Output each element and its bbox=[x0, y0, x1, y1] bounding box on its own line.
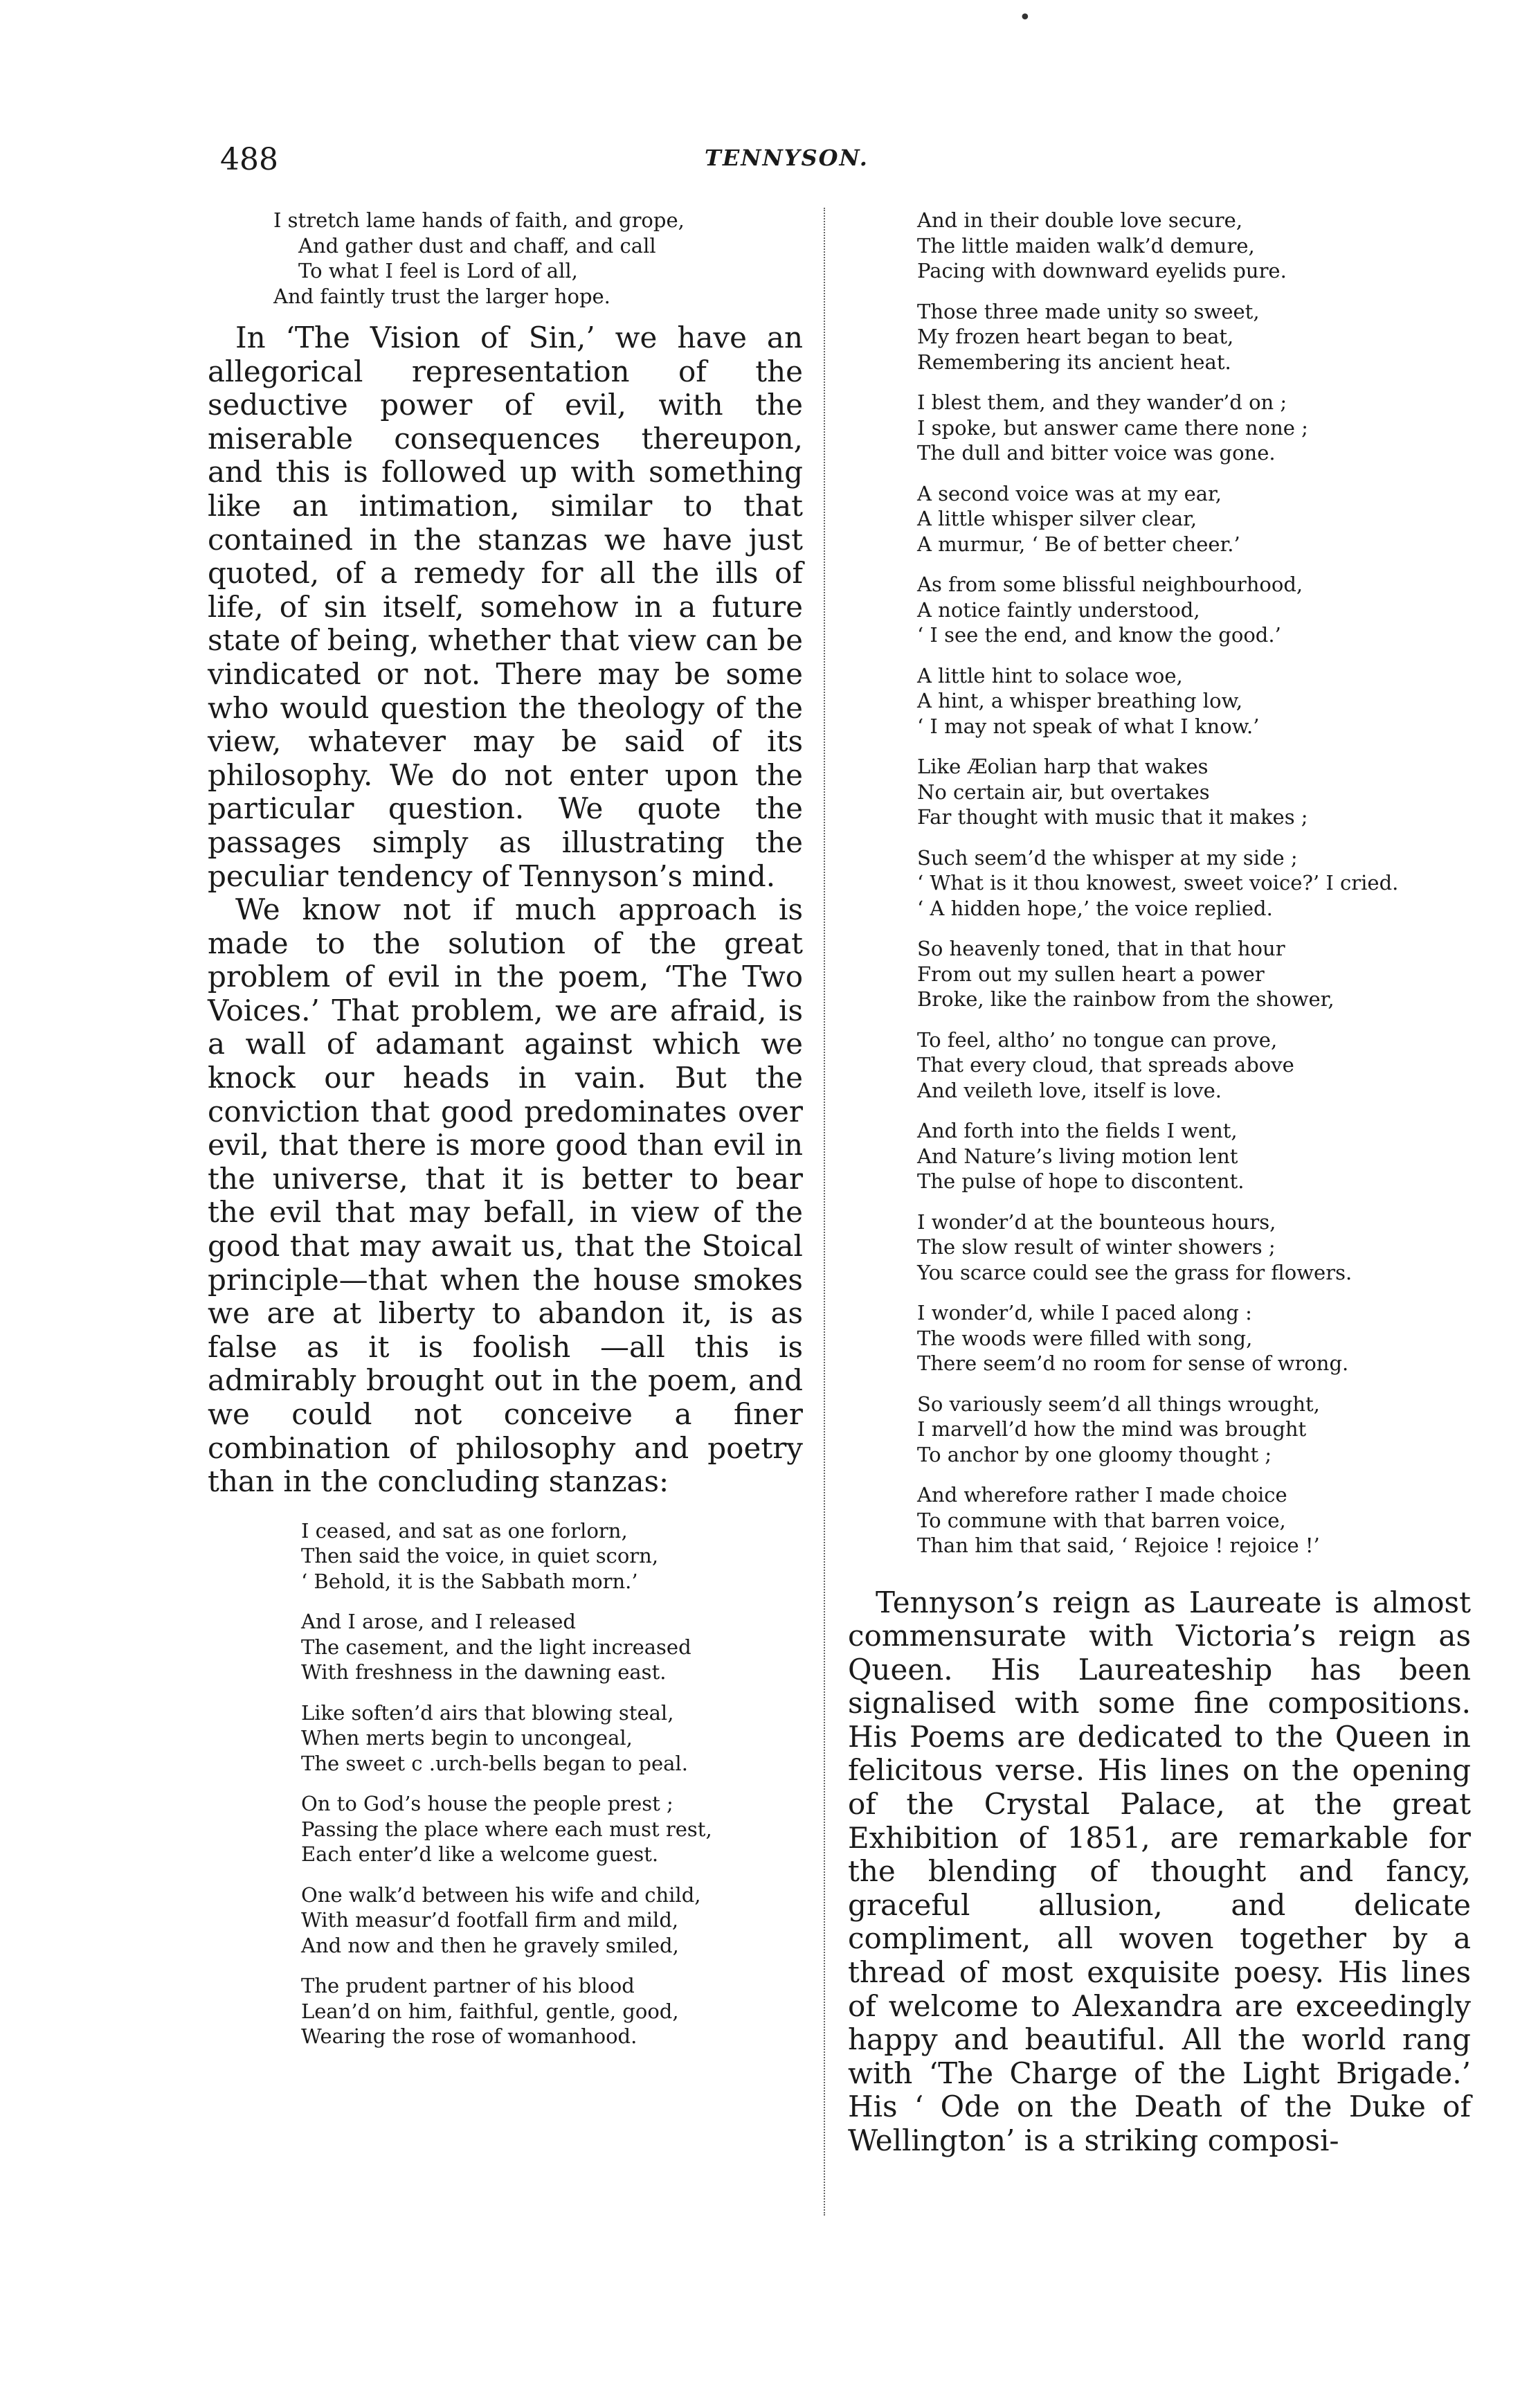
stanza bbox=[301, 1973, 803, 2049]
stanza bbox=[917, 299, 1471, 375]
verse-line: Wearing the rose of womanhood. bbox=[301, 2024, 637, 2049]
verse-line: The woods were filled with song, bbox=[917, 1326, 1253, 1350]
opening-stanza bbox=[208, 208, 803, 309]
verse-line: ‘ I may not speak of what I know.’ bbox=[917, 714, 1260, 738]
verse-line: To anchor by one gloomy thought ; bbox=[917, 1442, 1272, 1466]
verse-line: No certain air, but overtakes bbox=[917, 780, 1210, 804]
verse-line: And Nature’s living motion lent bbox=[917, 1144, 1238, 1168]
verse-line: And I arose, and I released bbox=[301, 1610, 576, 1634]
verse-line: Like Æolian harp that wakes bbox=[917, 755, 1209, 778]
paragraph-laureate: Tennyson’s reign as Laureate is almost commensurate with Victoria’s reign as Queen. His Laureateship has been signalised with some fine compositions. His Poems are dedicated to the Queen in felicitous verse. His lines on the opening of the Crystal Palace, at the great Exhibition of 1851, are remarkable for the blending of thought and fancy, graceful allusion, and delicate compliment, all woven together by a thread of most exquisite poesy. His lines of welcome to Alexandra are exceedingly happy and beautiful. All the world rang with ‘The Charge of the Light Brigade.’ His ‘ Ode on the Death of the Duke of Wellington’ is a striking composi- bbox=[848, 1585, 1471, 2157]
verse-line: A little whisper silver clear, bbox=[917, 507, 1197, 530]
verse-line: The dull and bitter voice was gone. bbox=[917, 441, 1276, 465]
page-number: 488 bbox=[220, 142, 278, 177]
verse-line: The slow result of winter showers ; bbox=[917, 1235, 1276, 1259]
running-title: TENNYSON. bbox=[705, 145, 869, 171]
ink-speck: • bbox=[1019, 6, 1031, 30]
verse-line: When merts begin to uncongeal, bbox=[301, 1726, 633, 1750]
verse-line: With measur’d footfall firm and mild, bbox=[301, 1908, 679, 1932]
stanza bbox=[917, 572, 1471, 648]
stanza bbox=[917, 754, 1471, 830]
stanza bbox=[301, 1791, 803, 1867]
stanza bbox=[301, 1518, 803, 1594]
stanza bbox=[917, 936, 1471, 1012]
verse-line: A notice faintly understood, bbox=[917, 597, 1200, 622]
right-column bbox=[848, 208, 1471, 2158]
verse-line: On to God’s house the people prest ; bbox=[301, 1792, 673, 1816]
verse-line: Those three made unity so sweet, bbox=[917, 299, 1260, 323]
verse-line: And in their double love secure, bbox=[917, 208, 1243, 232]
column-divider bbox=[824, 208, 825, 2216]
verse-line: To feel, altho’ no tongue can prove, bbox=[917, 1027, 1278, 1052]
stanza bbox=[917, 208, 1471, 284]
left-verse-block bbox=[208, 1518, 803, 2049]
verse-line: As from some blissful neighbourhood, bbox=[917, 573, 1303, 596]
verse-line: Such seem’d the whisper at my side ; bbox=[917, 845, 1298, 870]
verse-line: Lean’d on him, faithful, gentle, good, bbox=[301, 1999, 679, 2023]
stanza bbox=[917, 1210, 1471, 1286]
verse-line: One walk’d between his wife and child, bbox=[301, 1883, 701, 1907]
verse-line: So heavenly toned, that in that hour bbox=[917, 937, 1285, 960]
verse-line: Remembering its ancient heat. bbox=[917, 350, 1231, 374]
paragraph-two-voices: We know not if much approach is made to the solution of the great problem of evil in the poem, ‘The Two Voices.’ That problem, we are afraid, is a wall of adamant against which we knock our heads in vain. But the conviction that good predominates over evil, that there is more good than evil in the universe, that it is better to bear the evil that may befall, in view of the good that may await us, that the Stoical principle—that when the house smokes we are at liberty to abandon it, is as false as it is foolish —all this is admirably brought out in the poem, and we could not conceive a finer combination of philosophy and poetry than in the concluding stanzas: bbox=[208, 892, 803, 1499]
verse-line: With freshness in the dawning east. bbox=[301, 1660, 667, 1684]
verse-line: ‘ A hidden hope,’ the voice replied. bbox=[917, 896, 1273, 920]
stanza bbox=[917, 845, 1471, 922]
verse-line: I ceased, and sat as one forlorn, bbox=[301, 1518, 628, 1543]
verse-line: I spoke, but answer came there none ; bbox=[917, 415, 1308, 440]
verse-line: Each enter’d like a welcome guest. bbox=[301, 1842, 659, 1867]
verse-line: And forth into the fields I went, bbox=[917, 1119, 1238, 1142]
verse-line: ‘ I see the end, and know the good.’ bbox=[917, 623, 1281, 647]
verse-line: The little maiden walk’d demure, bbox=[917, 233, 1255, 258]
verse-line: I stretch lame hands of faith, and grope, bbox=[273, 208, 685, 232]
stanza bbox=[917, 1392, 1471, 1468]
verse-line: I marvell’d how the mind was brought bbox=[917, 1417, 1307, 1441]
prose-block bbox=[208, 321, 803, 1499]
stanza bbox=[917, 1300, 1471, 1376]
verse-line: The pulse of hope to discontent. bbox=[917, 1169, 1245, 1193]
verse-line: And wherefore rather I made choice bbox=[917, 1483, 1287, 1507]
verse-line: I wonder’d at the bounteous hours, bbox=[917, 1210, 1276, 1234]
stanza bbox=[917, 1118, 1471, 1194]
verse-line: There seem’d no room for sense of wrong. bbox=[917, 1351, 1349, 1375]
verse-line: I wonder’d, while I paced along : bbox=[917, 1301, 1252, 1324]
verse-line: ‘ What is it thou knowest, sweet voice?’ I cried. bbox=[917, 871, 1399, 895]
verse-line: And faintly trust the larger hope. bbox=[273, 284, 610, 308]
verse-line: Broke, like the rainbow from the shower, bbox=[917, 987, 1335, 1011]
verse-line: To commune with that barren voice, bbox=[917, 1508, 1286, 1532]
verse-line: Then said the voice, in quiet scorn, bbox=[301, 1544, 659, 1568]
verse-line: A hint, a whisper breathing low, bbox=[917, 689, 1243, 712]
verse-line: To what I feel is Lord of all, bbox=[298, 259, 578, 282]
stanza bbox=[301, 1700, 803, 1777]
verse-line: The casement, and the light increased bbox=[301, 1635, 691, 1659]
verse-line: Like soften’d airs that blowing steal, bbox=[301, 1700, 674, 1725]
page-header bbox=[220, 142, 1362, 183]
verse-line: And gather dust and chaff, and call bbox=[298, 233, 656, 258]
verse-line: Far thought with music that it makes ; bbox=[917, 805, 1308, 829]
verse-line: Passing the place where each must rest, bbox=[301, 1817, 712, 1841]
verse-line: A murmur, ‘ Be of better cheer.’ bbox=[917, 532, 1240, 556]
stanza bbox=[917, 1482, 1471, 1558]
verse-line: ‘ Behold, it is the Sabbath morn.’ bbox=[301, 1569, 638, 1593]
stanza bbox=[917, 1027, 1471, 1104]
left-column bbox=[208, 208, 803, 2065]
verse-line: A little hint to solace woe, bbox=[917, 663, 1183, 688]
stanza bbox=[301, 1883, 803, 1959]
verse-line: From out my sullen heart a power bbox=[917, 962, 1265, 986]
verse-line: I blest them, and they wander’d on ; bbox=[917, 390, 1287, 414]
stanza bbox=[917, 663, 1471, 739]
verse-line: That every cloud, that spreads above bbox=[917, 1053, 1294, 1077]
verse-line: A second voice was at my ear, bbox=[917, 481, 1222, 505]
verse-line: My frozen heart began to beat, bbox=[917, 325, 1234, 348]
stanza bbox=[917, 390, 1471, 466]
stanza bbox=[917, 481, 1471, 557]
verse-line: And veileth love, itself is love. bbox=[917, 1078, 1222, 1102]
prose-block bbox=[848, 1586, 1471, 2158]
verse-line: You scarce could see the grass for flowers. bbox=[917, 1260, 1352, 1284]
stanza bbox=[301, 1609, 803, 1685]
verse-line: So variously seem’d all things wrought, bbox=[917, 1392, 1320, 1416]
paragraph-vision-of-sin: In ‘The Vision of Sin,’ we have an allegorical representation of the seductive power of evil, with the miserable consequences thereupon, and this is followed up with something like an intimation, similar to that contained in the stanzas we have just quoted, of a remedy for all the ills of life, of sin itself, somehow in a future state of being, whether that view can be vindicated or not. There may be some who would question the theology of the view, whatever may be said of its philosophy. We do not enter upon the particular question. We quote the passages simply as illustrating the peculiar tendency of Tennyson’s mind. bbox=[208, 321, 803, 893]
right-verse-block bbox=[848, 208, 1471, 1558]
verse-line: And now and then he gravely smiled, bbox=[301, 1933, 679, 1957]
verse-line: The prudent partner of his blood bbox=[301, 1974, 635, 1998]
verse-line: The sweet c .urch-bells began to peal. bbox=[301, 1751, 688, 1775]
verse-line: Pacing with downward eyelids pure. bbox=[917, 259, 1287, 282]
verse-line: Than him that said, ‘ Rejoice ! rejoice !’ bbox=[917, 1534, 1320, 1557]
